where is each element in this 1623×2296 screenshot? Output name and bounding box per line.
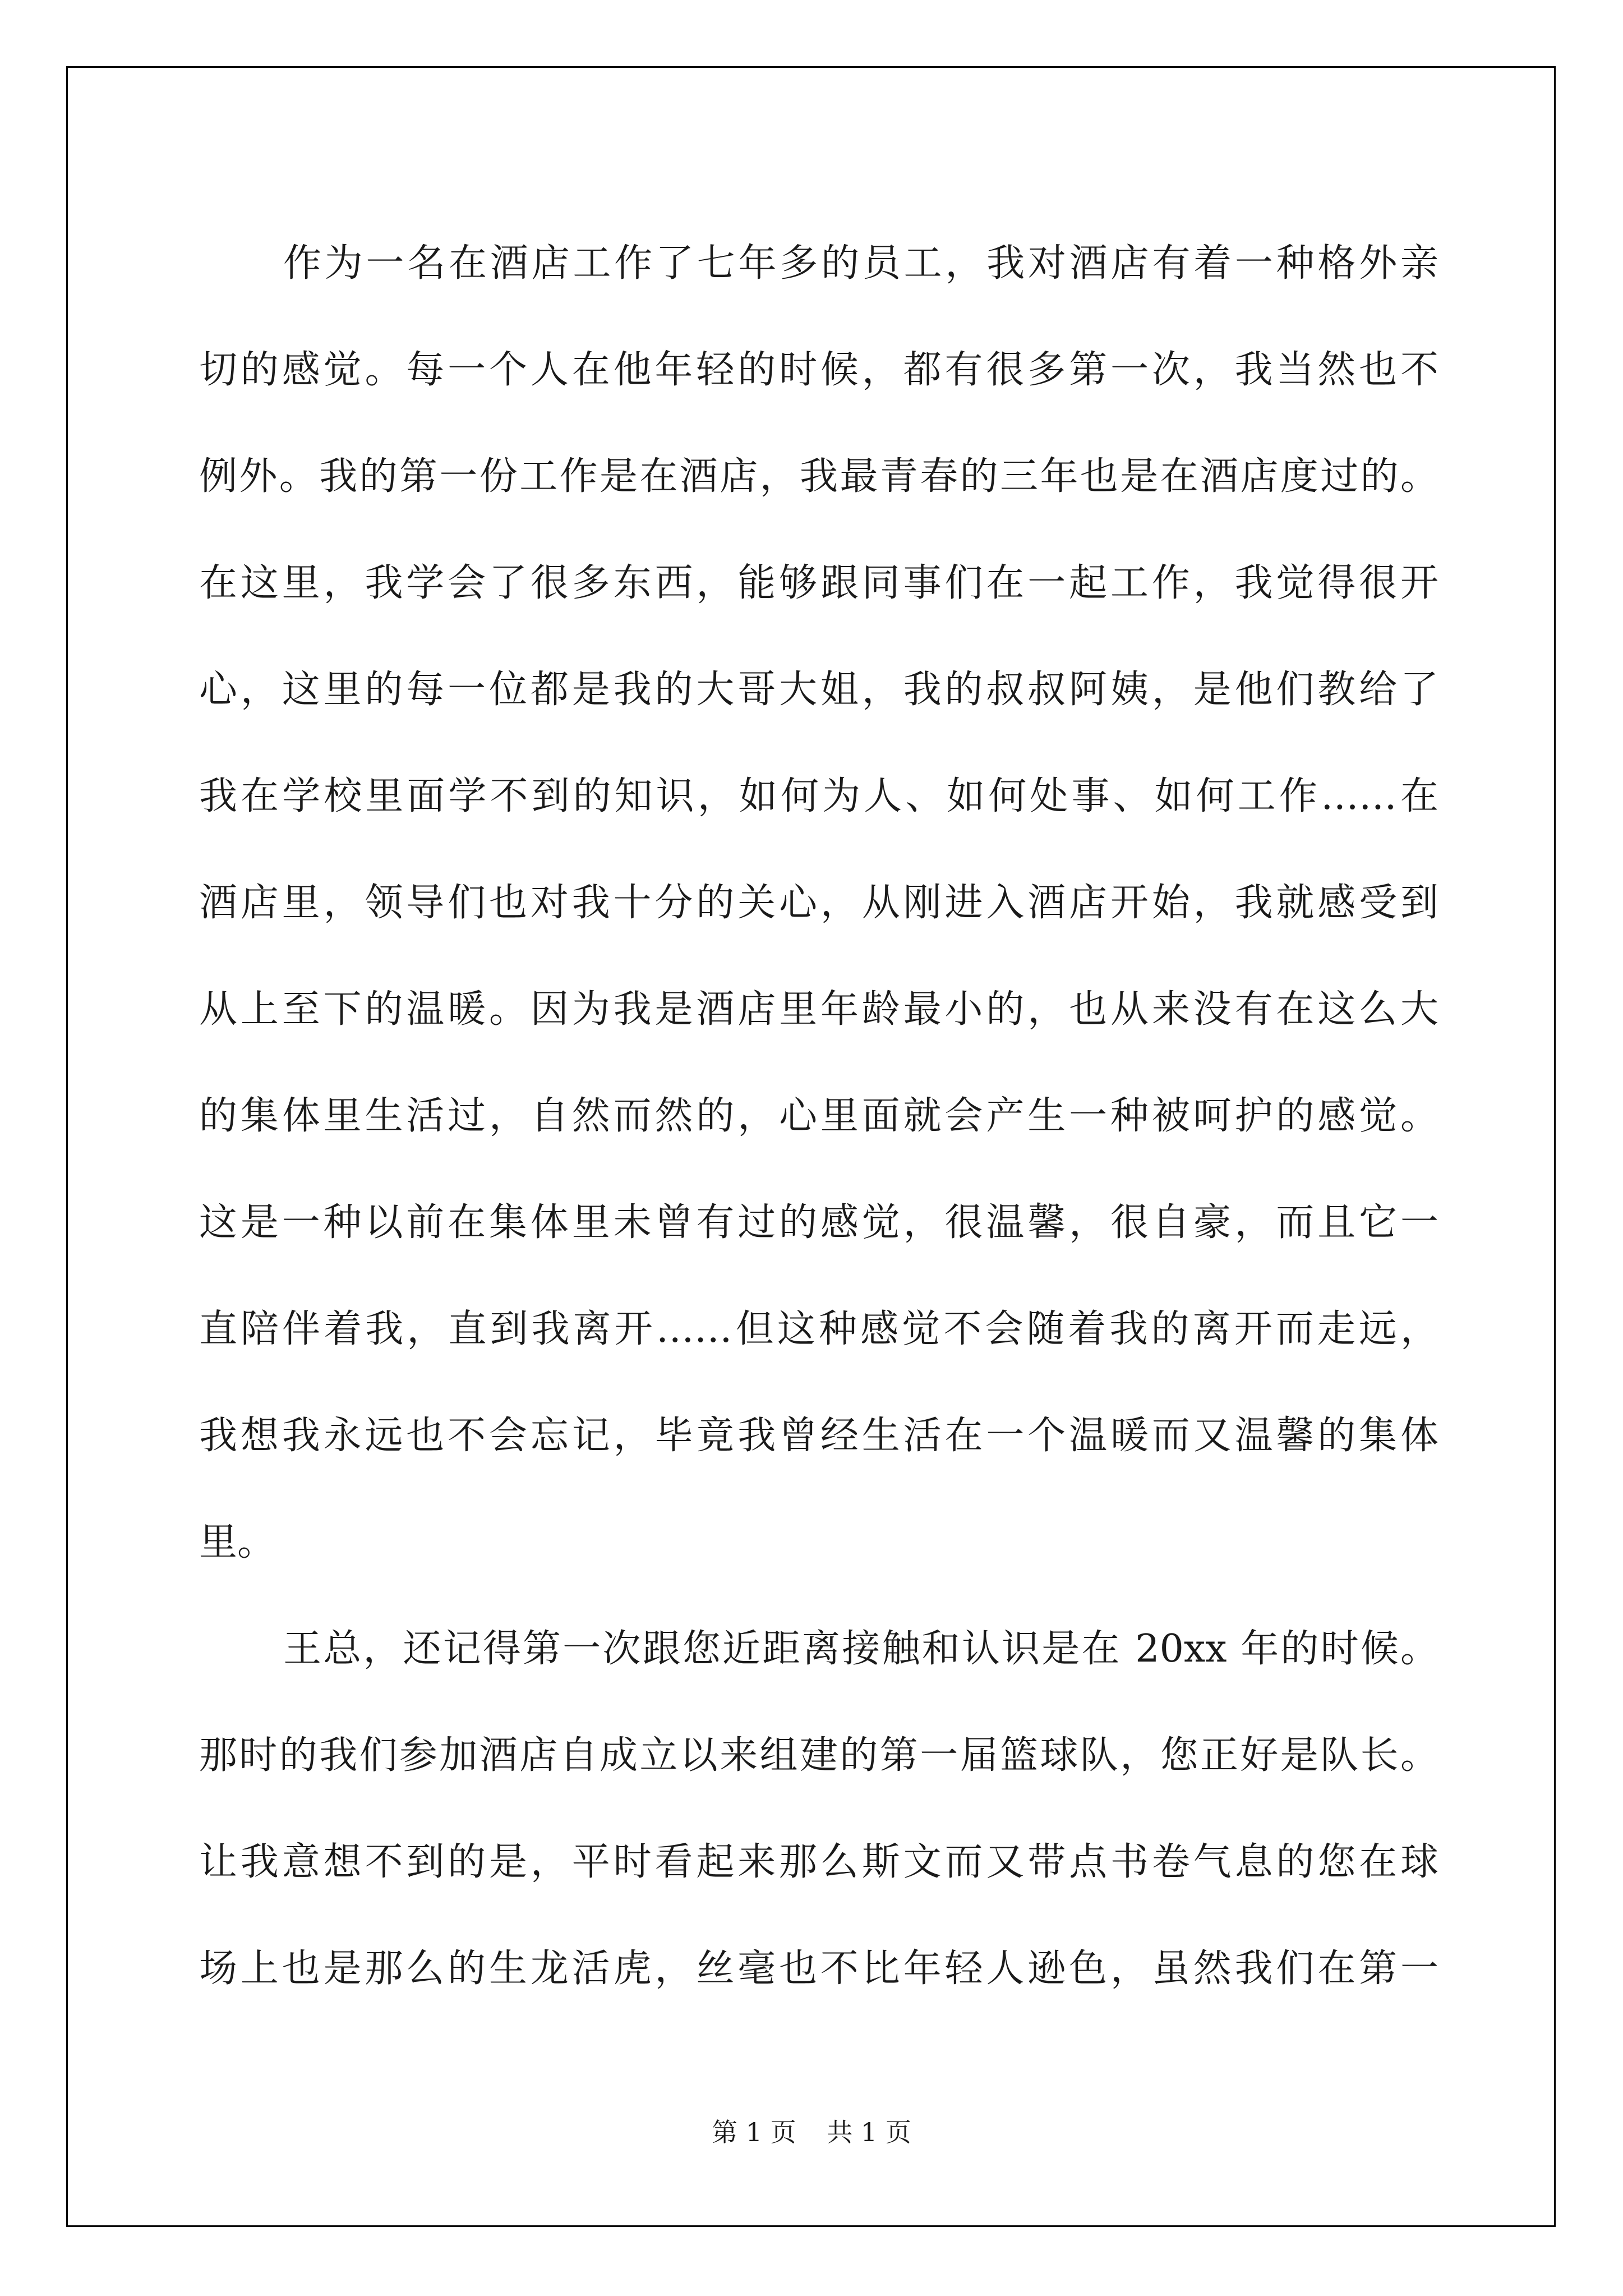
paragraph-line: 让我意想不到的是，平时看起来那么斯文而又带点书卷气息的您在球 (199, 1840, 1438, 1884)
paragraph-line: 里。 (199, 1520, 276, 1565)
paragraph-2 (199, 1596, 1438, 2022)
paragraph-line: 在这里，我学会了很多东西，能够跟同事们在一起工作，我觉得很开 (199, 561, 1438, 605)
paragraph-line: 场上也是那么的生龙活虎，丝毫也不比年轻人逊色，虽然我们在第一 (199, 1947, 1438, 1991)
paragraph-line: 例外。我的第一份工作是在酒店，我最青春的三年也是在酒店度过的。 (199, 454, 1438, 499)
paragraph-line: 的集体里生活过，自然而然的，心里面就会产生一种被呵护的感觉。 (199, 1094, 1438, 1138)
paragraph-line: 切的感觉。每一个人在他年轻的时候，都有很多第一次，我当然也不 (199, 348, 1438, 392)
page-number: 第 1 页 (712, 2117, 796, 2147)
paragraph-line: 我在学校里面学不到的知识，如何为人、如何处事、如何工作……在 (199, 774, 1438, 818)
paragraph-line: 从上至下的温暖。因为我是酒店里年龄最小的，也从来没有在这么大 (199, 987, 1438, 1032)
document-body (199, 210, 1438, 2022)
paragraph-line: 酒店里，领导们也对我十分的关心，从刚进入酒店开始，我就感受到 (199, 881, 1438, 925)
paragraph-line: 那时的我们参加酒店自成立以来组建的第一届篮球队，您正好是队长。 (199, 1733, 1438, 1778)
page-footer (0, 2112, 1623, 2149)
paragraph-line: 王总，还记得第一次跟您近距离接触和认识是在 20xx 年的时候。 (283, 1627, 1438, 1671)
paragraph-line: 直陪伴着我，直到我离开……但这种感觉不会随着我的离开而走远， (199, 1307, 1438, 1351)
paragraph-line: 我想我永远也不会忘记，毕竟我曾经生活在一个温暖而又温馨的集体 (199, 1414, 1438, 1458)
paragraph-line: 心，这里的每一位都是我的大哥大姐，我的叔叔阿姨，是他们教给了 (199, 668, 1438, 712)
paragraph-1 (199, 210, 1438, 1596)
paragraph-line: 作为一名在酒店工作了七年多的员工，我对酒店有着一种格外亲 (283, 241, 1438, 286)
paragraph-line: 这是一种以前在集体里未曾有过的感觉，很温馨，很自豪，而且它一 (199, 1200, 1438, 1245)
page-total: 共 1 页 (827, 2117, 911, 2147)
